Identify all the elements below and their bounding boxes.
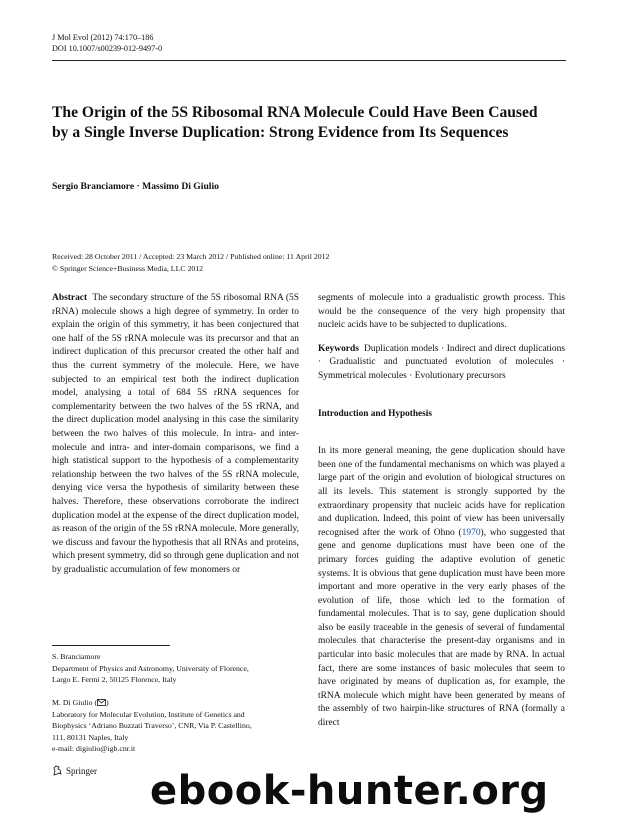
affiliation-name: S. Branciamore [52, 652, 101, 661]
publisher-mark [52, 765, 97, 776]
affiliation-1 [52, 651, 312, 686]
envelope-icon [97, 699, 106, 706]
citation-link[interactable]: 1970 [461, 527, 481, 538]
doi[interactable]: DOI 10.1007/s00239-012-9497-0 [52, 44, 163, 53]
watermark: ebook-hunter.org [150, 768, 549, 814]
springer-horse-icon [52, 765, 63, 776]
authors: Sergio Branciamore · Massimo Di Giulio [52, 181, 219, 192]
journal-reference: J Mol Evol (2012) 74:170–186 [52, 33, 154, 42]
affiliation-name: M. Di Giulio ( ) [52, 698, 109, 707]
abstract-continuation: segments of molecule into a gradualistic growth process. This would be the consequence of the very high propensity that nucleic acids have to be subjected to duplications. [318, 293, 565, 331]
publisher-name: Springer [66, 765, 97, 776]
copyright-line: © Springer Science+Business Media, LLC 2012 [52, 264, 204, 273]
header-rule [52, 60, 566, 61]
right-column [318, 292, 565, 731]
affiliation-line: Largo E. Fermi 2, 50125 Florence, Italy [52, 675, 177, 684]
affiliation-line: Laboratory for Molecular Evolution, Institute of Genetics and [52, 709, 245, 719]
affiliation-2 [52, 697, 312, 755]
footnote-rule [52, 645, 170, 646]
section-heading: Introduction and Hypothesis [318, 408, 433, 419]
abstract-label: Abstract [52, 293, 88, 303]
affiliation-line: Department of Physics and Astronomy, University of Florence, [52, 663, 249, 673]
keywords [318, 343, 565, 384]
introduction-body [318, 445, 565, 730]
affiliation-line: Biophysics ‘Adriano Buzzati Traverso’, CNR, Via P. Castellino, [52, 721, 252, 730]
affiliation-line: 111, 80131 Naples, Italy [52, 732, 129, 742]
article-title: The Origin of the 5S Ribosomal RNA Molecule Could Have Been Caused by a Single Inverse Duplication: Strong Evidence from Its Sequences [52, 104, 538, 141]
intro-text-part1: In its more general meaning, the gene duplication should have been one of the fundamental mechanisms on which was played a large part of the origin and evolution of biological structures on all its levels. This statement is strongly supported by the extraordinary propensity that nucleic acids have for replication and duplication. Indeed, this point of view has been universally recognised after the work of Ohno ( [318, 446, 565, 538]
abstract [52, 292, 299, 577]
abstract-text: The secondary structure of the 5S ribosomal RNA (5S rRNA) molecule shows a high degree of symmetry. In order to explain the origin of this symmetry, it has been conjectured that one half of the 5S rRNA molecule was its precursor and that an indirect duplication of this precursor created the other half and thus the current symmetry of the molecule. Here, we have subjected to an empirical test both the indirect duplication model, analysing a total of 684 5S rRNA sequences for complementarity between the two halves of the 5S rRNA, and the direct duplication model analysing in this case the similarity between the two halves of this molecule. In intra- and inter-molecule and intra- and inter-domain comparisons, we find a high statistical support to the hypothesis of a complementarity relationship between the two halves of the 5S rRNA molecule, denying vice versa the hypothesis of similarity between these halves. Therefore, these observations corroborate the indirect duplication model at the expense of the direct duplication model, as reason of the origin of the 5S rRNA molecule. More generally, we discuss and favour the hypothesis that all RNAs and proteins, which present symmetry, did so through gene duplication and not by gradualistic accumulation of few monomers or [52, 293, 299, 575]
email-address[interactable]: e-mail: digiulio@igb.cnr.it [52, 744, 136, 753]
keywords-label: Keywords [318, 343, 359, 354]
keywords-text: Duplication models · Indirect and direct duplications · Gradualistic and punctuated evolution of molecules · Symmetrical molecules · Evolutionary precursors [318, 343, 565, 381]
publication-dates [52, 251, 329, 275]
intro-text-part2: ), who suggested that gene and genome duplications must have been one of the primary forces guiding the adaptive evolution of genetic systems. It is obvious that gene duplication must have been more important and more operative in the very early phases of the evolution of life, those which led to the formation of fundamental molecules. That is to say, gene duplication should also be easily traceable in the genesis of several of fundamental molecules that characterise the present-day organisms and in particular into basic molecules that are made by RNA. In actual fact, there are some instances of basic molecules that seem to have originated by means of duplication as, for example, the tRNA molecule which might have been generated by means of the assembly of two hairpin-like structures of RNA (formally a direct [318, 527, 565, 729]
dates-line: Received: 28 October 2011 / Accepted: 23 March 2012 / Published online: 11 April 2012 [52, 252, 330, 261]
